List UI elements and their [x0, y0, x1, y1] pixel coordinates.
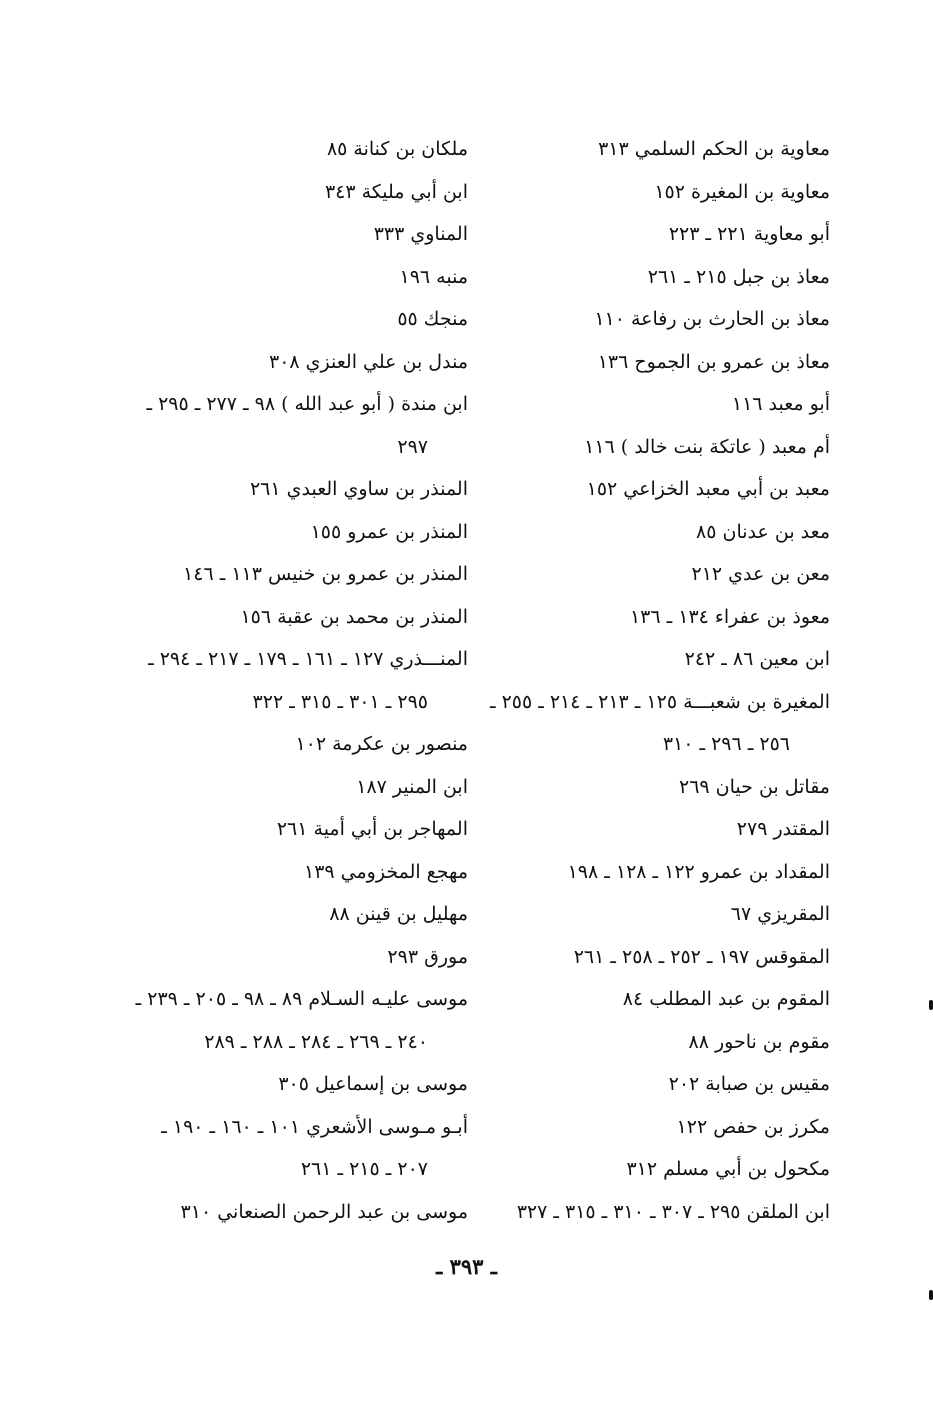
index-entry: ابن مندة ( أبو عبد الله ) ٩٨ ـ ٢٧٧ ـ ٢٩٥ ـ — [146, 393, 468, 415]
index-entry: منبه ١٩٦ — [399, 265, 468, 288]
index-entry: مهجع المخزومي ١٣٩ — [303, 860, 468, 883]
index-entry: أبو معبد ١١٦ — [731, 393, 830, 415]
index-entry: معبد بن أبي معبد الخزاعي ١٥٢ — [586, 478, 830, 500]
index-entry: مهليل بن قينن ٨٨ — [329, 903, 468, 925]
index-entry: ٢٩٥ ـ ٣٠١ ـ ٣١٥ ـ ٣٢٢ — [252, 690, 428, 713]
index-entry: ابن أبي مليكة ٣٤٣ — [324, 180, 468, 203]
index-entry: المقتدر ٢٧٩ — [736, 818, 830, 840]
index-entry: المهاجر بن أبي أمية ٢٦١ — [276, 818, 468, 840]
index-entry: منجك ٥٥ — [397, 308, 468, 330]
index-entry: مكحول بن أبي مسلم ٣١٢ — [626, 1158, 830, 1180]
index-entry: المقداد بن عمرو ١٢٢ ـ ١٢٨ ـ ١٩٨ — [567, 860, 830, 883]
index-entry: المنـــذري ١٢٧ ـ ١٦١ ـ ١٧٩ ـ ٢١٧ ـ ٢٩٤ ـ — [148, 648, 468, 670]
margin-mark — [929, 1000, 933, 1010]
index-entry: موسى عليـه السـلام ٨٩ ـ ٩٨ ـ ٢٠٥ ـ ٢٣٩ ـ — [135, 988, 468, 1010]
index-entry: معاوية بن الحكم السلمي ٣١٣ — [598, 138, 830, 160]
index-entry: معد بن عدنان ٨٥ — [696, 520, 830, 543]
index-entry: معاوية بن المغيرة ١٥٢ — [654, 180, 830, 203]
index-entry: ٢٥٦ ـ ٢٩٦ ـ ٣١٠ — [662, 733, 790, 755]
index-entry: معاذ بن جبل ٢١٥ ـ ٢٦١ — [647, 265, 830, 288]
index-entry: موسى بن إسماعيل ٣٠٥ — [278, 1073, 468, 1095]
index-entry: أم معبد ( عاتكة بنت خالد ) ١١٦ — [584, 435, 830, 458]
index-entry: معن بن عدي ٢١٢ — [691, 563, 830, 585]
index-entry: المقوم بن عبد المطلب ٨٤ — [622, 988, 830, 1010]
index-entry: مقوم بن ناحور ٨٨ — [688, 1030, 830, 1053]
index-entry: المغيرة بن شعبـــة ١٢٥ ـ ٢١٣ ـ ٢١٤ ـ ٢٥٥ ـ — [489, 690, 830, 713]
index-column-left — [108, 128, 468, 1233]
index-entry: مقاتل بن حيان ٢٦٩ — [679, 775, 830, 798]
index-entry: ابن الملقن ٢٩٥ ـ ٣٠٧ ـ ٣١٠ ـ ٣١٥ ـ ٣٢٧ — [516, 1200, 830, 1223]
index-entry: المنذر بن محمد بن عقبة ١٥٦ — [240, 605, 468, 628]
index-entry: موسى بن عبد الرحمن الصنعاني ٣١٠ — [180, 1200, 468, 1223]
index-entry: المنذر بن ساوي العبدي ٢٦١ — [249, 478, 468, 500]
index-entry: المنذر بن عمرو بن خنيس ١١٣ ـ ١٤٦ — [183, 563, 468, 585]
index-entry: ملكان بن كنانة ٨٥ — [326, 138, 468, 160]
index-entry: ٢٠٧ ـ ٢١٥ ـ ٢٦١ — [300, 1158, 428, 1180]
index-column-right — [470, 128, 830, 1233]
index-entry: ابن معين ٨٦ ـ ٢٤٢ — [684, 648, 830, 670]
index-entry: مندل بن علي العنزي ٣٠٨ — [268, 350, 468, 373]
index-entry: معاذ بن الحارث بن رفاعة ١١٠ — [594, 308, 830, 330]
index-entry: المناوي ٣٣٣ — [373, 223, 468, 245]
index-entry: معاذ بن عمرو بن الجموح ١٣٦ — [597, 350, 830, 373]
index-entry: مكرز بن حفص ١٢٢ — [676, 1115, 830, 1138]
margin-mark — [929, 1290, 933, 1300]
index-entry: المقريزي ٦٧ — [730, 903, 830, 925]
index-entry: ٢٤٠ ـ ٢٦٩ ـ ٢٨٤ ـ ٢٨٨ ـ ٢٨٩ — [204, 1030, 428, 1053]
index-entry: المقوقس ١٩٧ ـ ٢٥٢ ـ ٢٥٨ ـ ٢٦١ — [573, 945, 830, 968]
index-entry: مقيس بن صبابة ٢٠٢ — [668, 1073, 830, 1095]
index-entry: أبـو مـوسى الأشعري ١٠١ ـ ١٦٠ ـ ١٩٠ ـ — [161, 1115, 468, 1138]
index-entry: المنذر بن عمرو ١٥٥ — [310, 520, 468, 543]
index-entry: مورق ٢٩٣ — [387, 945, 468, 968]
index-entry: ٢٩٧ — [397, 435, 428, 458]
index-entry: منصور بن عكرمة ١٠٢ — [295, 733, 468, 755]
index-entry: ابن المنير ١٨٧ — [356, 775, 468, 798]
page-number: ـ ٣٩٣ ـ — [436, 1254, 497, 1279]
index-entry: أبو معاوية ٢٢١ ـ ٢٢٣ — [668, 223, 830, 245]
index-entry: معوذ بن عفراء ١٣٤ ـ ١٣٦ — [629, 605, 830, 628]
